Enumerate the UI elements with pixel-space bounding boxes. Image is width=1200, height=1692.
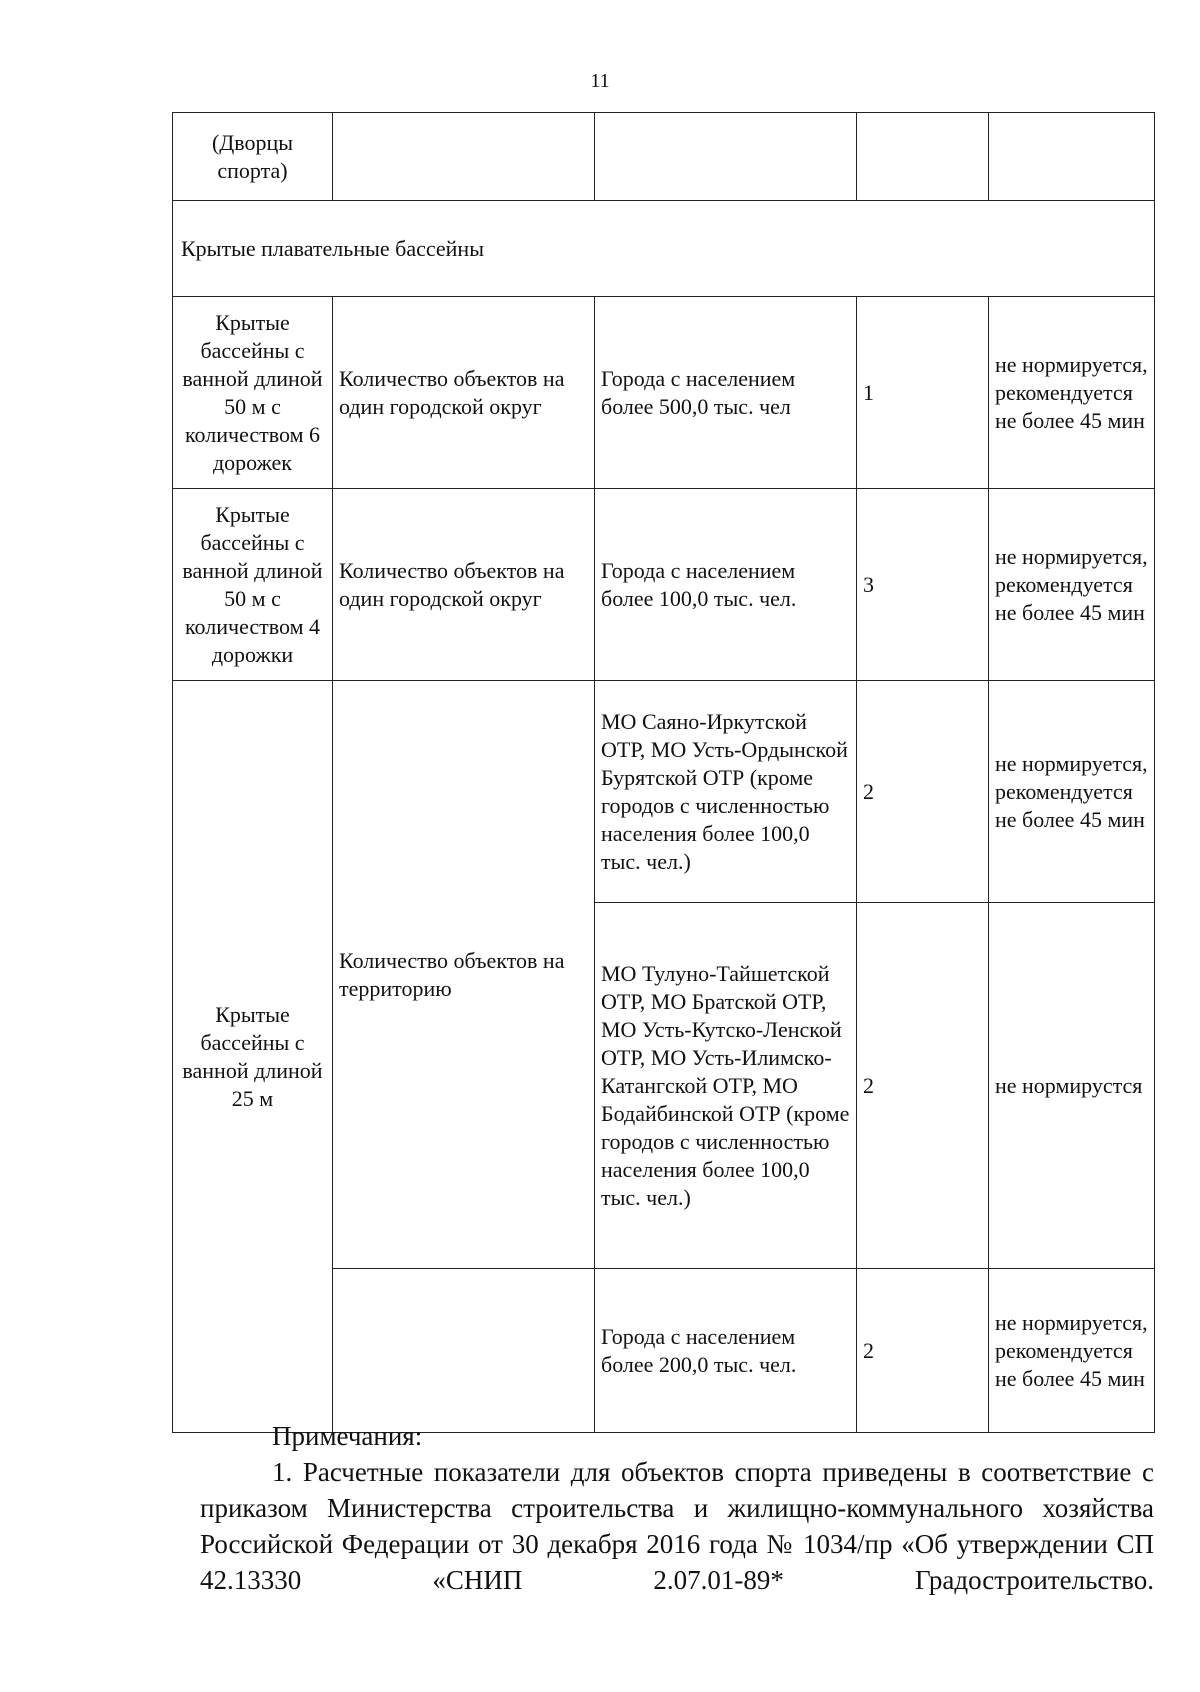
table-cell: Количество объектов на территорию xyxy=(333,681,595,1269)
table-cell: Города с населением более 500,0 тыс. чел xyxy=(595,297,857,489)
table-cell: Крытые бассейны с ванной длиной 50 м с количеством 4 дорожки xyxy=(173,489,333,681)
table-row xyxy=(173,297,1155,489)
table-cell: Города с населением более 200,0 тыс. чел. xyxy=(595,1269,857,1433)
table-cell: не нормируется, рекомендуется не более 45 мин xyxy=(989,1269,1155,1433)
notes-section xyxy=(200,1418,1154,1598)
table-cell xyxy=(989,113,1155,201)
table-cell xyxy=(333,113,595,201)
table-cell xyxy=(333,1269,595,1433)
table-cell: 3 xyxy=(857,489,989,681)
notes-title: Примечания: xyxy=(272,1421,423,1451)
table-row xyxy=(173,681,1155,903)
table-cell: не нормирустся xyxy=(989,903,1155,1269)
table-cell: не нормируется, рекомендуется не более 45 мин xyxy=(989,681,1155,903)
table-cell: Города с населением более 100,0 тыс. чел. xyxy=(595,489,857,681)
table-cell: 2 xyxy=(857,681,989,903)
page-number: 11 xyxy=(590,70,610,92)
table-cell: 1 xyxy=(857,297,989,489)
table-cell: МО Тулуно-Тайшетской ОТР, МО Братской ОТР, МО Усть-Кутско-Ленской ОТР, МО Усть-Илимско-Катангской ОТР, МО Бодайбинской ОТР (кроме городов с численностью населения более 100,0 тыс. чел.) xyxy=(595,903,857,1269)
table-cell: Крытые бассейны с ванной длиной 25 м xyxy=(173,681,333,1433)
table-row xyxy=(173,113,1155,201)
table-cell: 2 xyxy=(857,1269,989,1433)
table-cell: 2 xyxy=(857,903,989,1269)
table-cell: Крытые бассейны с ванной длиной 50 м с количеством 6 дорожек xyxy=(173,297,333,489)
standards-table xyxy=(172,112,1155,1433)
section-row xyxy=(173,201,1155,297)
table-cell xyxy=(857,113,989,201)
note-item: 1. Расчетные показатели для объектов спорта приведены в соответствие с приказом Министерства строительства и жилищно-коммунального хозяйства Российской Федерации от 30 декабря 2016 года № 1034/пр «Об утверждении СП 42.13330 «СНИП 2.07.01-89* Градостроительство. xyxy=(200,1457,1154,1595)
table-cell: (Дворцы спорта) xyxy=(173,113,333,201)
section-title: Крытые плавательные бассейны xyxy=(173,201,1155,297)
table-cell: не нормируется, рекомендуется не более 45 мин xyxy=(989,489,1155,681)
table-cell: не нормируется, рекомендуется не более 45 мин xyxy=(989,297,1155,489)
table-cell xyxy=(595,113,857,201)
table-row xyxy=(173,489,1155,681)
table-cell: Количество объектов на один городской округ xyxy=(333,489,595,681)
table-cell: МО Саяно-Иркутской ОТР, МО Усть-Ордынской Бурятской ОТР (кроме городов с численностью населения более 100,0 тыс. чел.) xyxy=(595,681,857,903)
table-cell: Количество объектов на один городской округ xyxy=(333,297,595,489)
